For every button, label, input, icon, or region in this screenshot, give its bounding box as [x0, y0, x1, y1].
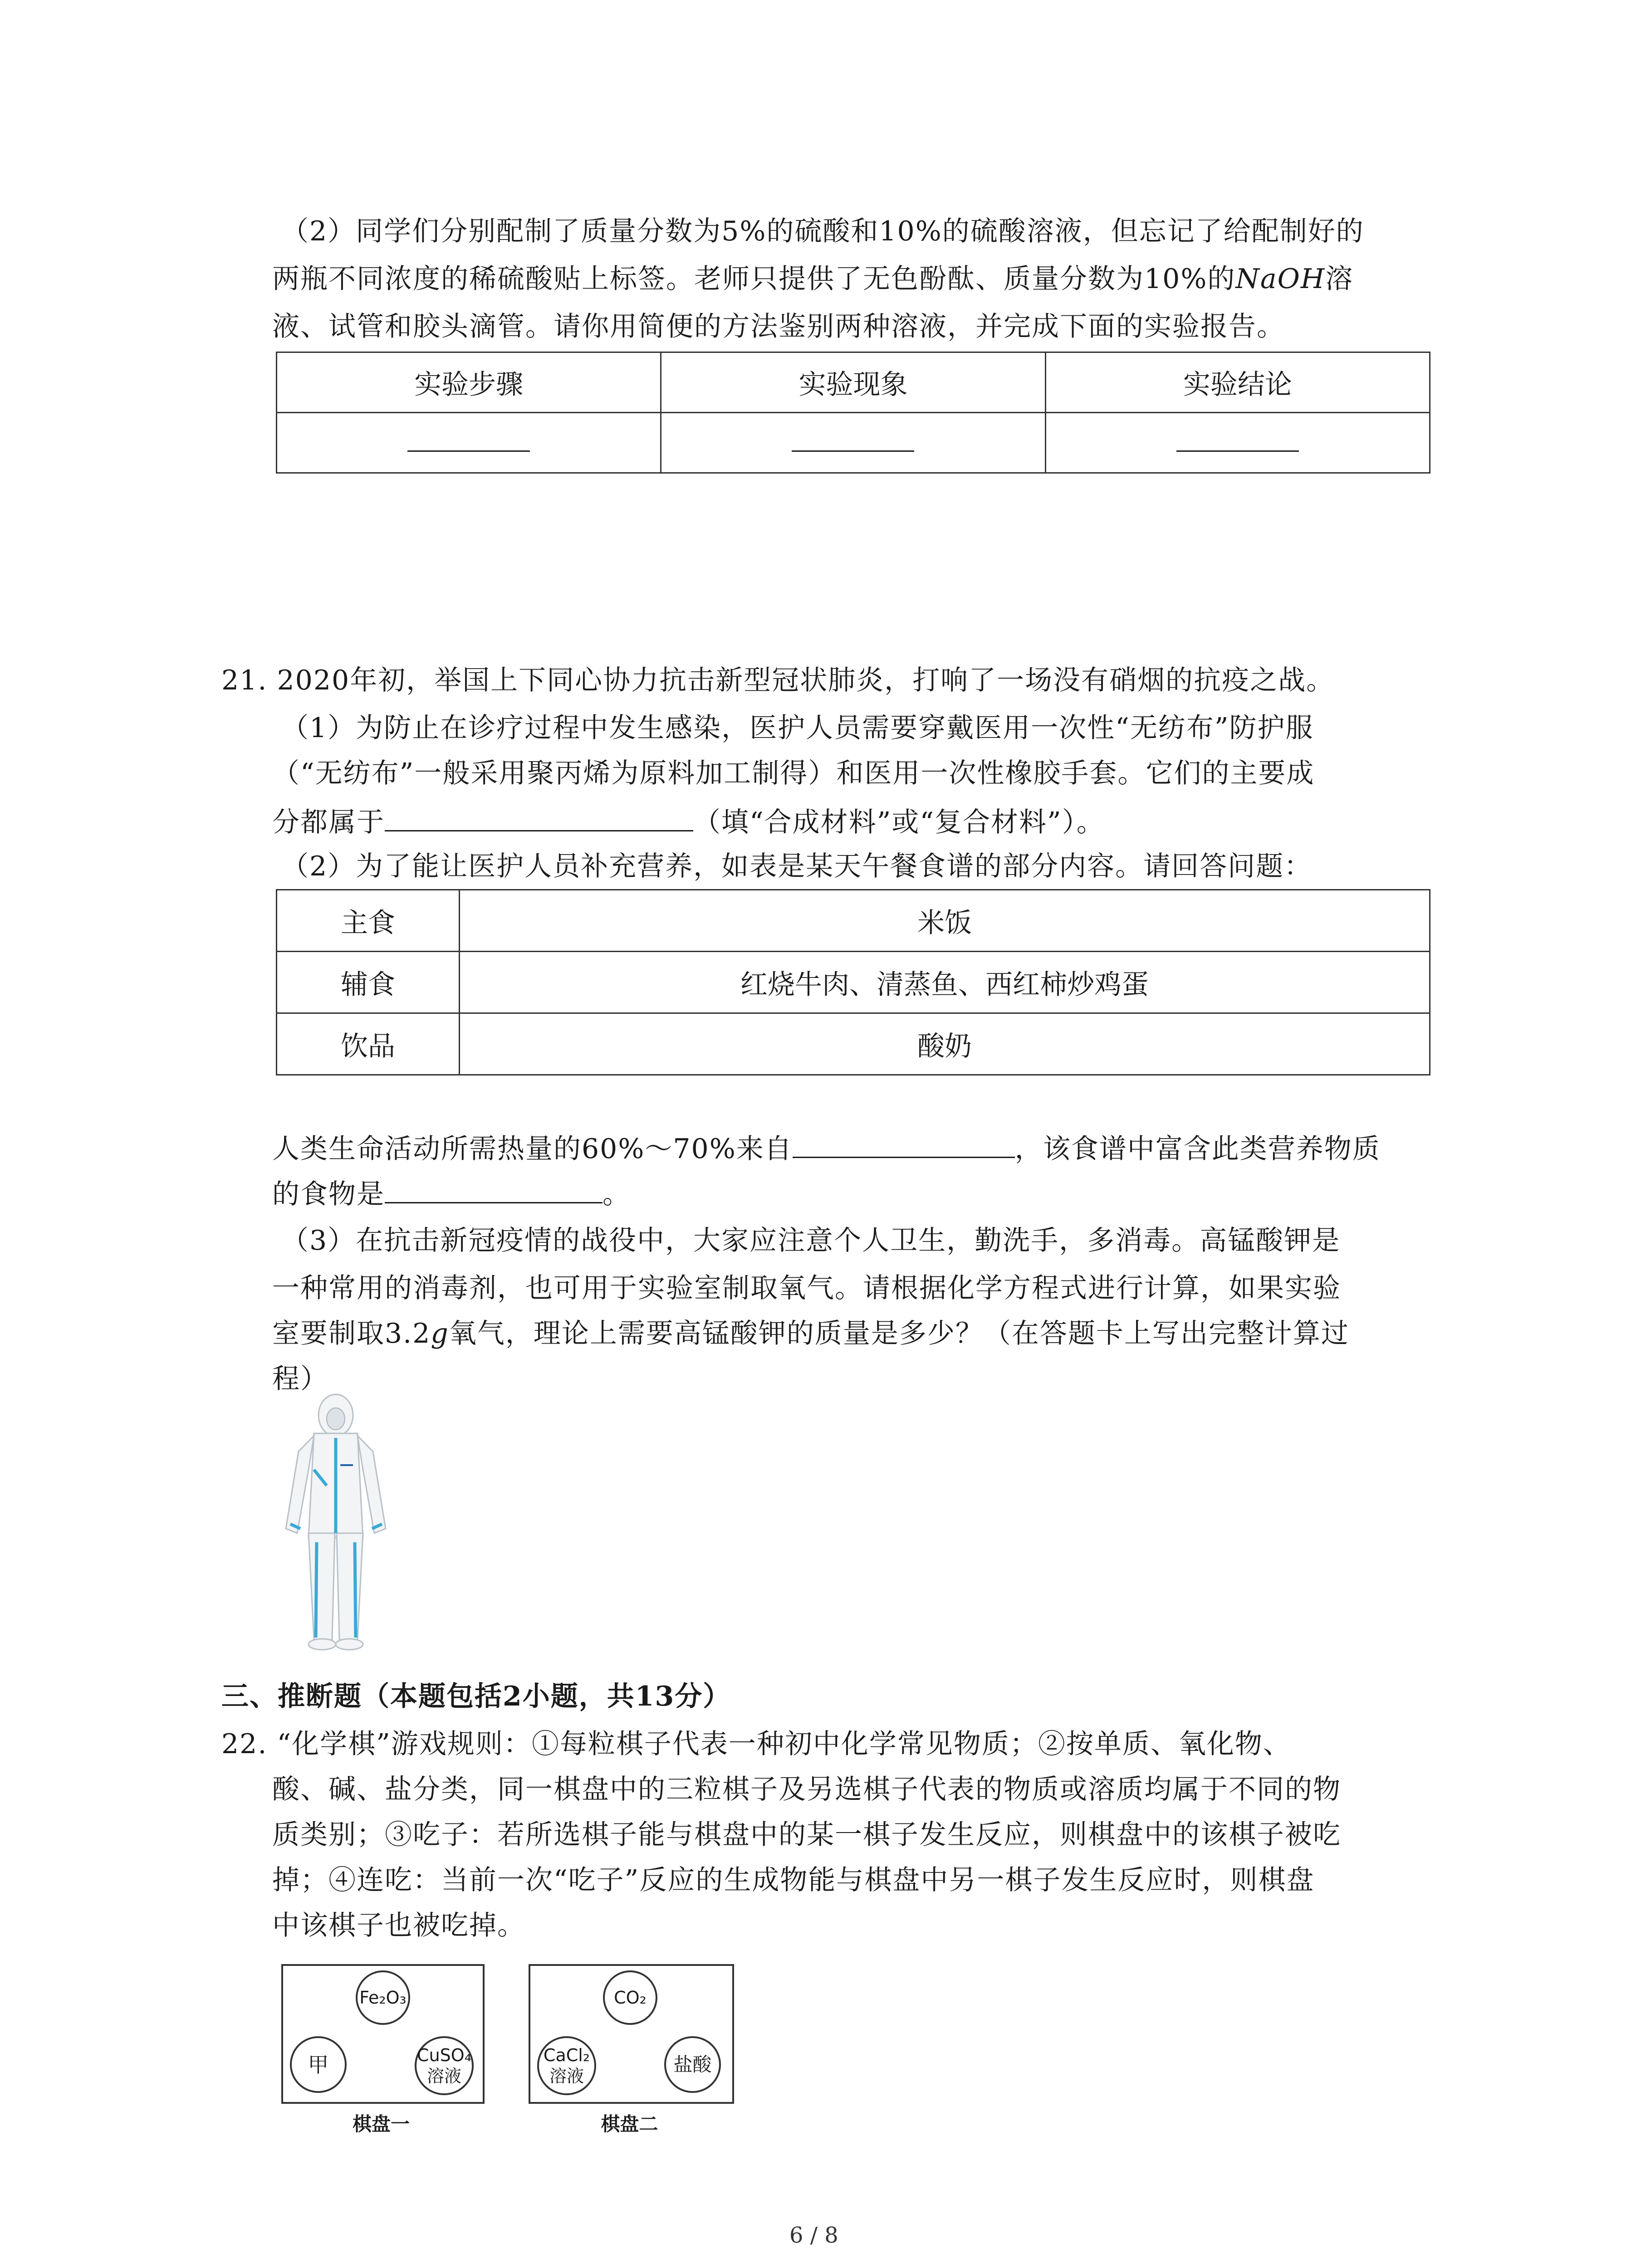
q21-p1-line3: 分都属于 （填“合成材料”或“复合材料”）。	[272, 803, 1105, 841]
q22-line3: 质类别；③吃子：若所选棋子能与棋盘中的某一棋子发生反应，则棋盘中的该棋子被吃	[272, 1819, 1341, 1851]
piece-jia: 甲	[290, 2036, 347, 2093]
q20-2-line3: 液、试管和胶头滴管。请你用简便的方法鉴别两种溶液，并完成下面的实验报告。	[272, 311, 1285, 342]
q21-p2-after2: 的食物是 。	[272, 1175, 631, 1212]
answer-blank-food[interactable]	[385, 1175, 603, 1203]
chess-board-1	[281, 1964, 485, 2104]
answer-blank	[1176, 428, 1299, 452]
menu-value: 红烧牛肉、清蒸鱼、西红柿炒鸡蛋	[460, 952, 1430, 1013]
piece-fe2o3: Fe₂O₃	[356, 1970, 410, 2025]
piece-hydrochloric-acid: 盐酸	[664, 2036, 721, 2093]
q21-p3-line4: 程）	[272, 1363, 328, 1395]
protective-suit-image	[272, 1393, 399, 1656]
answer-blank	[792, 428, 914, 452]
q20-2-line2: 两瓶不同浓度的稀硫酸贴上标签。老师只提供了无色酚酞、质量分数为10%的NaOH溶	[272, 263, 1354, 295]
piece-co2: CO₂	[603, 1970, 657, 2025]
menu-key: 饮品	[277, 1013, 460, 1075]
q22-line5: 中该棋子也被吃掉。	[272, 1910, 525, 1941]
answer-blank-nutrient[interactable]	[793, 1129, 1015, 1158]
chess-board-2	[529, 1964, 734, 2104]
table-header-conclusion: 实验结论	[1045, 352, 1430, 413]
answer-cell-steps[interactable]	[277, 413, 661, 473]
q22-line1: 22. “化学棋”游戏规则：①每粒棋子代表一种初中化学常见物质；②按单质、氧化物、	[221, 1728, 1291, 1760]
table-header-steps: 实验步骤	[277, 352, 661, 413]
board-1-label: 棋盘一	[352, 2113, 410, 2135]
q21-p3-line3: 室要制取3.2g氧气，理论上需要高锰酸钾的质量是多少？（在答题卡上写出完整计算过	[272, 1318, 1349, 1349]
page-number: 6 / 8	[789, 2223, 838, 2248]
piece-cacl2-solution: CaCl₂ 溶液	[537, 2036, 596, 2095]
menu-value: 米饭	[460, 890, 1430, 952]
q21-intro: 21. 2020年初，举国上下同心协力抗击新型冠状肺炎，打响了一场没有硝烟的抗疫之战。	[221, 665, 1335, 696]
answer-blank-material[interactable]	[385, 803, 693, 831]
menu-table	[276, 889, 1430, 1075]
answer-cell-conclusion[interactable]	[1045, 413, 1430, 473]
section-3-heading: 三、推断题（本题包括2小题，共13分）	[221, 1681, 731, 1712]
q21-p1-line1: （1）为防止在诊疗过程中发生感染，医护人员需要穿戴医用一次性“无纺布”防护服	[281, 712, 1314, 744]
q21-p3-line2: 一种常用的消毒剂，也可用于实验室制取氧气。请根据化学方程式进行计算，如果实验	[272, 1272, 1341, 1304]
table-header-phenomena: 实验现象	[661, 352, 1045, 413]
q21-p2-after1: 人类生命活动所需热量的60%～70%来自 ，该食谱中富含此类营养物质	[272, 1129, 1381, 1167]
q21-p2-line1: （2）为了能让医护人员补充营养，如表是某天午餐食谱的部分内容。请回答问题：	[281, 850, 1313, 882]
q22-line4: 掉；④连吃：当前一次“吃子”反应的生成物能与棋盘中另一棋子发生反应时，则棋盘	[272, 1864, 1315, 1896]
piece-cuso4-solution: CuSO₄ 溶液	[415, 2036, 474, 2095]
experiment-report-table	[276, 352, 1430, 474]
q21-p1-line2: （“无纺布”一般采用聚丙烯为原料加工制得）和医用一次性橡胶手套。它们的主要成	[272, 758, 1315, 789]
menu-key: 辅食	[277, 952, 460, 1013]
q22-line2: 酸、碱、盐分类，同一棋盘中的三粒棋子及另选棋子代表的物质或溶质均属于不同的物	[272, 1774, 1341, 1805]
q21-p3-line1: （3）在抗击新冠疫情的战役中，大家应注意个人卫生，勤洗手，多消毒。高锰酸钾是	[281, 1225, 1341, 1256]
menu-value: 酸奶	[460, 1013, 1430, 1075]
board-2-label: 棋盘二	[601, 2113, 658, 2135]
answer-blank	[407, 428, 530, 452]
answer-cell-phenomena[interactable]	[661, 413, 1045, 473]
naoh-formula: NaOH	[1235, 263, 1326, 295]
menu-key: 主食	[277, 890, 460, 952]
q20-2-line1: （2）同学们分别配制了质量分数为5%的硫酸和10%的硫酸溶液，但忘记了给配制好的	[281, 215, 1364, 247]
